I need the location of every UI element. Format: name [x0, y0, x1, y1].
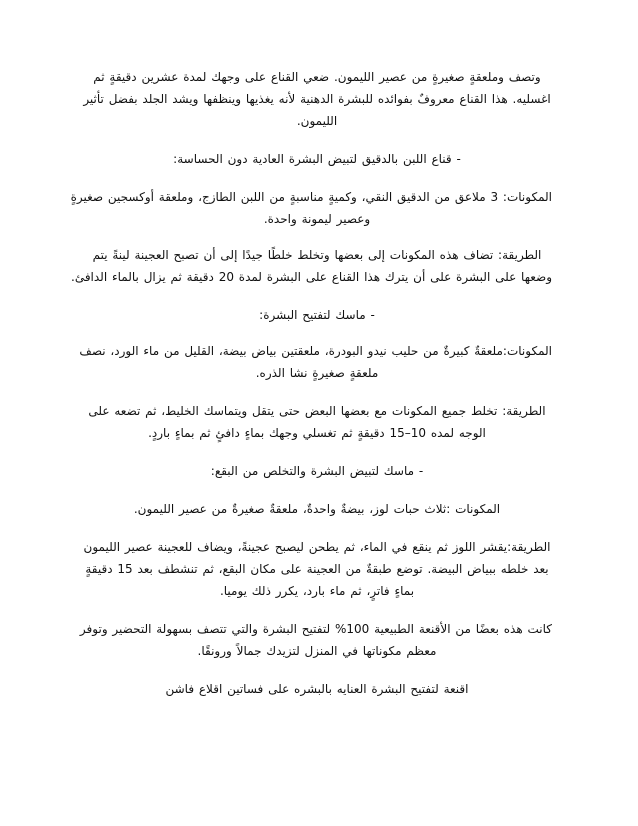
section-heading: - ماسك لتبيض البشرة والتخلص من البقع: [210, 464, 424, 478]
paragraph-opening-ingredients [79, 340, 552, 384]
text-line: الطريقة: تخلط جميع المكونات مع بعضها البعض حتى يتقل ويتماسك الخليط، ثم تضعه على [88, 404, 546, 418]
paragraph-opening-method [82, 400, 552, 444]
heading-spots-mask [82, 460, 552, 482]
text-line: بماءٍ فاترٍ، ثم ماء بارد، يكرر ذلك يوميا. [219, 584, 415, 598]
text-line: اغسليه. هذا القناع معروفٌ بفوائده للبشرة الدهنية لأنه يغذيها وينظفها ويشد الجلد بفضل تأثير [83, 92, 551, 106]
text-line: كانت هذه بعضًا من الأقنعة الطبيعية 100% لتفتيح البشرة والتي تتصف بسهولة التحضير وتوفر [79, 622, 552, 636]
heading-opening-mask [82, 304, 552, 326]
paragraph-spots-ingredients [82, 498, 552, 520]
paragraph-milk-method [71, 244, 552, 288]
text-line: معظم مكوناتها في المنزل لتزيدك جمالاً ورونقًا. [197, 644, 437, 658]
paragraph-intro [82, 66, 552, 132]
text-line: وتصف وملعقةٍ صغيرةٍ من عصير الليمون. ضعي القناع على وجهك لمدة عشرين دقيقةٍ ثم [93, 70, 541, 84]
text-line: المكونات: 3 ملاعق من الدقيق النقي، وكميةٍ مناسبةٍ من اللبن الطازج، وملعقة أوكسجين صغيرةٍ [70, 190, 552, 204]
paragraph-spots-method [82, 536, 552, 602]
closing-line [82, 678, 552, 700]
text-line: بعد خلطه ببياض البيضة. توضع طبقةٌ من العجينة على مكان البقع، ثم تنشطف بعد 15 دقيقةٍ [85, 562, 549, 576]
text-line: وضعها على البشرة على أن يترك هذا القناع على البشرة لمدة 20 دقيقة ثم يزال بالماء الدافئ. [71, 270, 552, 284]
text-line: المكونات :ثلاث حبات لوز، بيضةٌ واحدةٌ، ملعقةٌ صغيرةٌ من عصير الليمون. [133, 502, 501, 516]
text-line: المكونات:ملعقةٌ كبيرةٌ من حليب نيدو البودرة، ملعقتين بياض بيضة، القليل من ماء الورد، نصف [79, 344, 552, 358]
text-line: وعصير ليمونة واحدة. [263, 212, 371, 226]
section-heading: - قناع اللبن بالدقيق لتبيض البشرة العادية دون الحساسة: [173, 152, 461, 166]
text-line: اقنعة لتفتيح البشرة العنايه بالبشره على فساتين اقلاع فاشن [165, 682, 469, 696]
text-line: الطريقة:يقشر اللوز ثم ينقع في الماء، ثم يطحن ليصبح عجينةً، ويضاف للعجينة عصير الليمون [83, 540, 551, 554]
text-line: الطريقة: تضاف هذه المكونات إلى بعضها وتخلط خلطًا جيدًا إلى أن تصبح العجينة لينةً يتم [92, 248, 542, 262]
section-heading: - ماسك لتفتيح البشرة: [259, 308, 375, 322]
paragraph-milk-ingredients [70, 186, 552, 230]
paragraph-conclusion [79, 618, 552, 662]
text-line: الليمون. [296, 114, 338, 128]
text-line: ملعقةٍ صغيرةٍ نشا الذره. [255, 366, 379, 380]
heading-milk-mask [82, 148, 552, 170]
text-line: الوجه لمده 10–15 دقيقةٍ ثم تغسلي وجهك بماءٍ دافئٍ ثم بماءٍ باردٍ. [148, 426, 486, 440]
